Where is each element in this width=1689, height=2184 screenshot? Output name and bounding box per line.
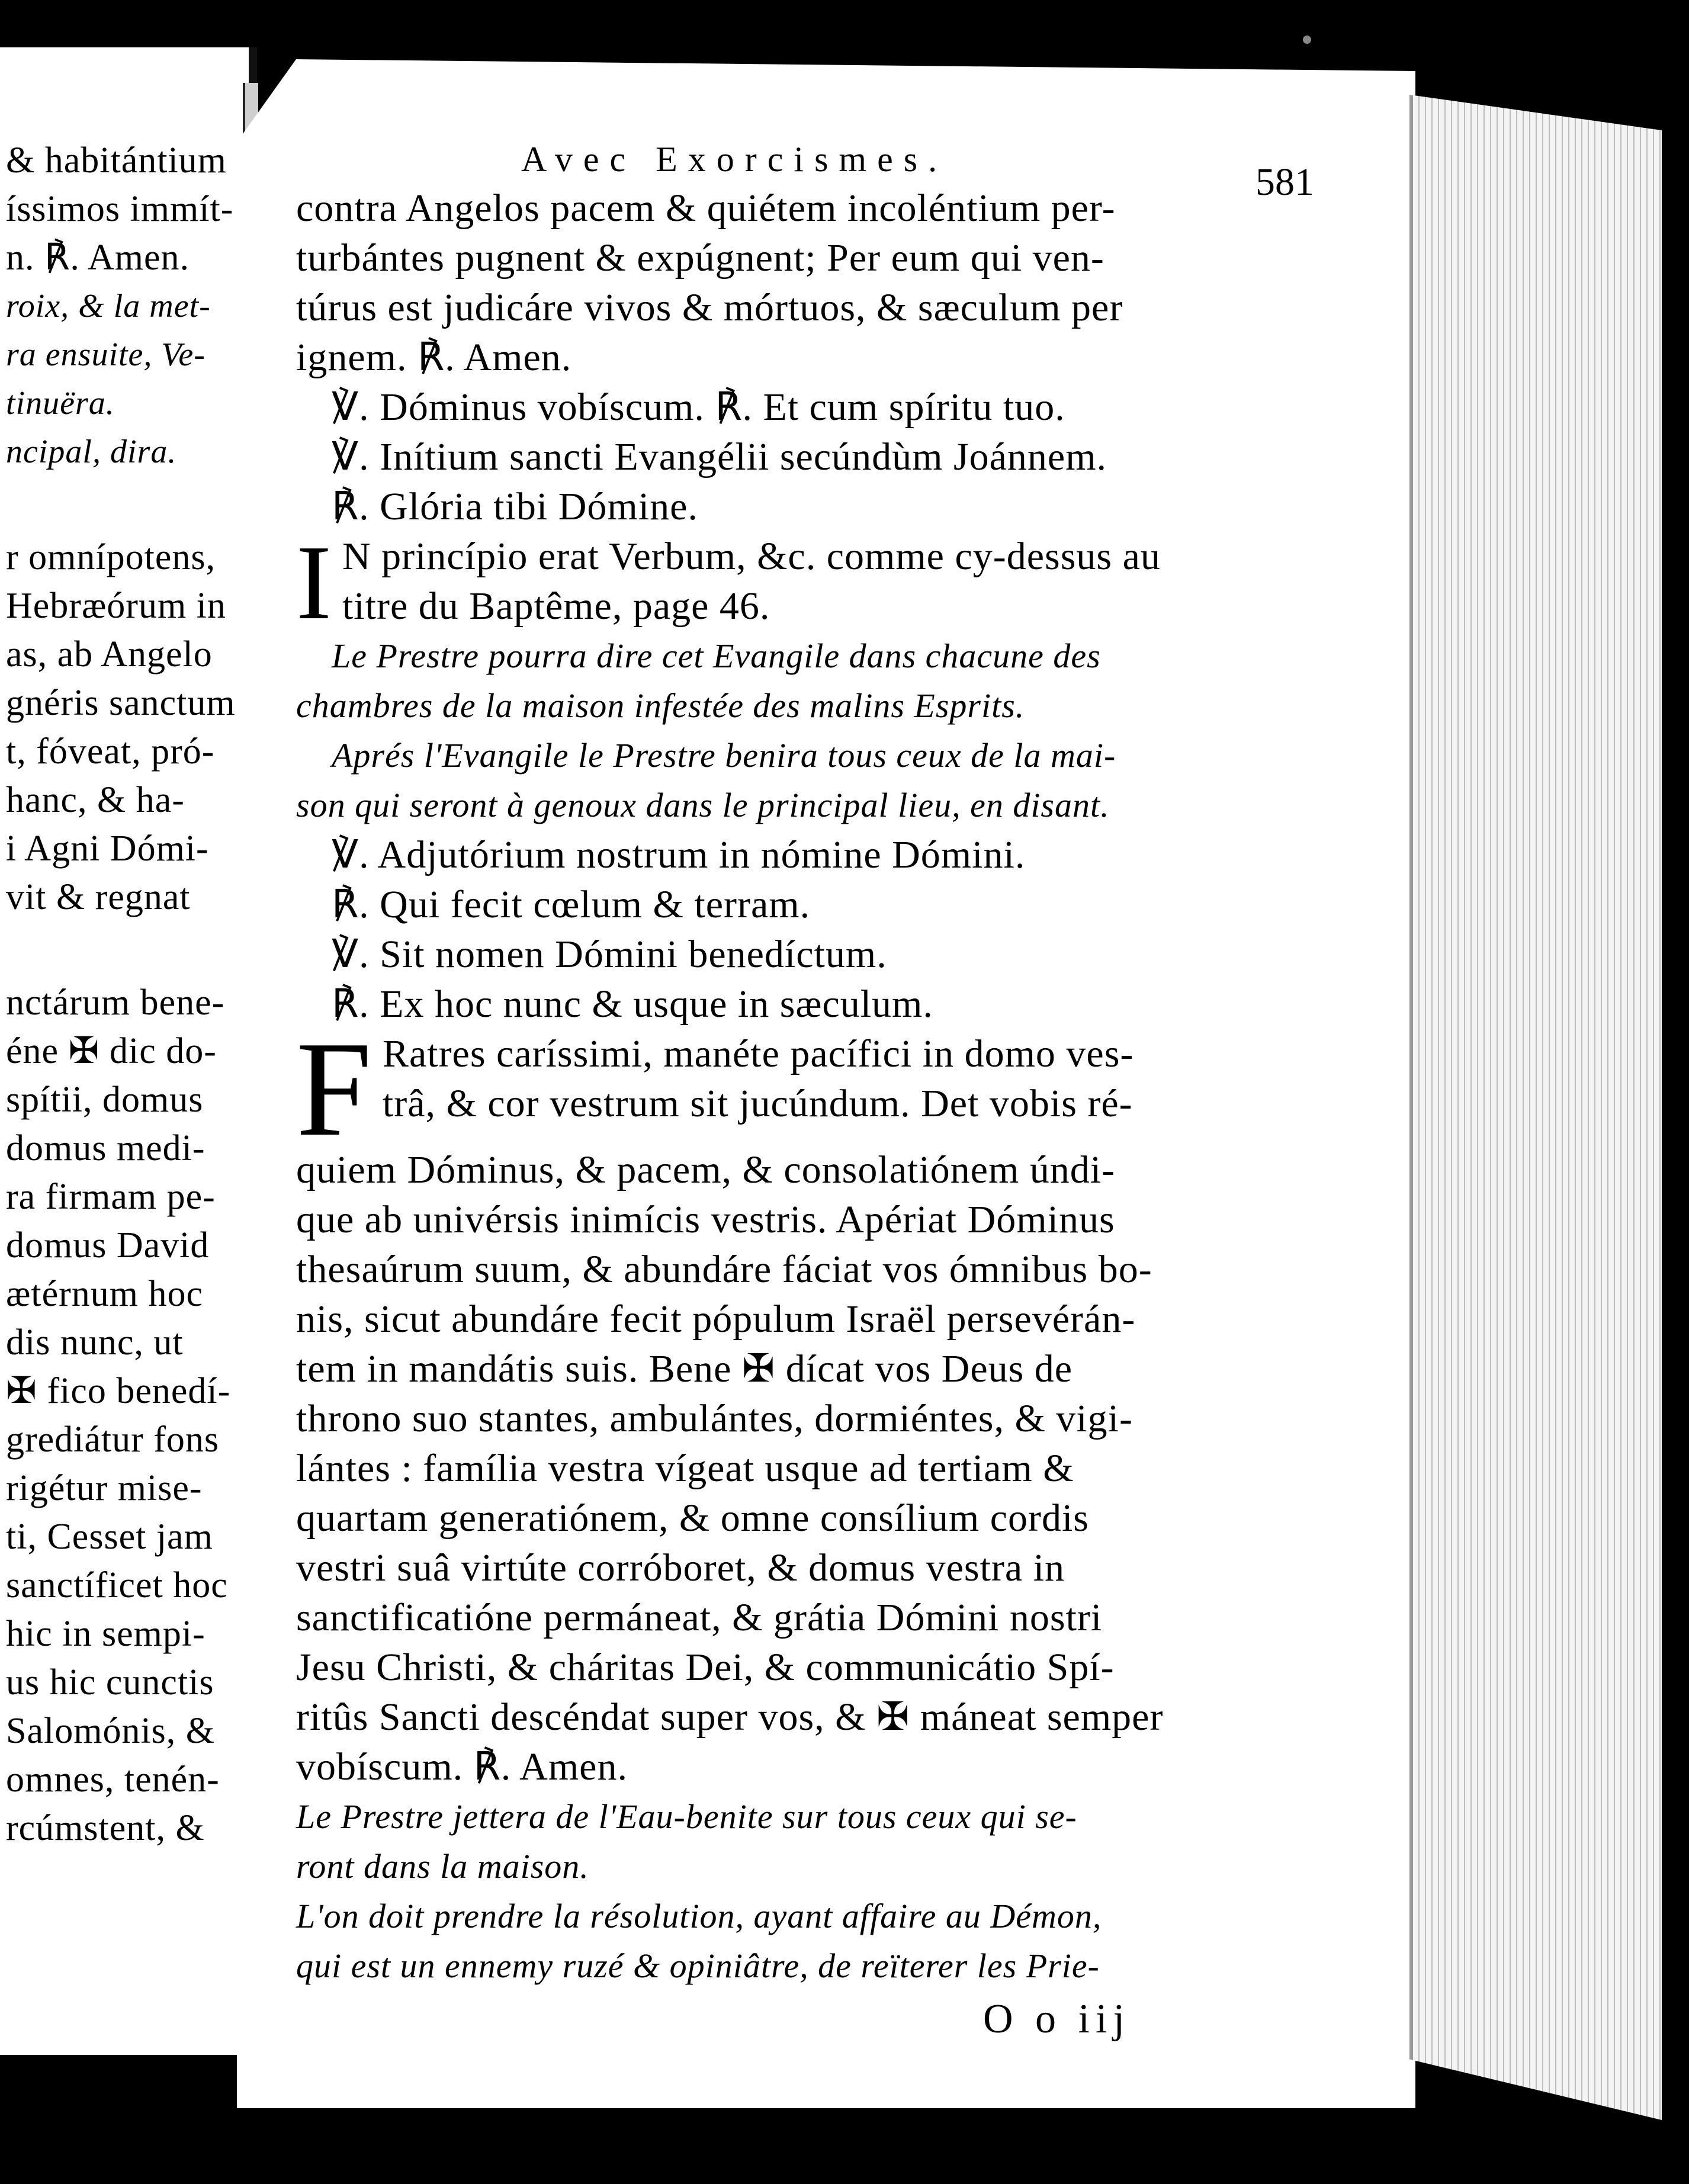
left-text-line: nctárum bene- <box>6 982 225 1023</box>
text-line: ℣. Adjutórium nostrum in nómine Dómini. <box>332 833 1026 876</box>
text-line: ℣. Dóminus vobíscum. ℟. Et cum spíritu tuo. <box>332 386 1065 429</box>
text-line: sanctificatióne permáneat, & grátia Dómini nostri <box>296 1596 1103 1639</box>
paragraph-fratres <box>296 1029 1279 1145</box>
left-text-line: & habitántium <box>6 140 227 181</box>
left-text-line: ra ensuite, Ve- <box>6 336 205 373</box>
left-text-line: as, ab Angelo <box>6 634 213 675</box>
left-text-line: hic in sempi- <box>6 1614 205 1654</box>
right-page-text <box>296 184 1279 1991</box>
left-text-line: hanc, & ha- <box>6 780 185 820</box>
left-text-line: grediátur fons <box>6 1419 220 1460</box>
text-line: ℟. Ex hoc nunc & usque in sæculum. <box>332 982 933 1026</box>
text-line: ℣. Inítium sancti Evangélii secúndùm Joánnem. <box>332 435 1107 478</box>
text-line: ritûs Sancti descéndat super vos, & ✠ máneat semper <box>296 1695 1164 1739</box>
text-line: ℟. Qui fecit cœlum & terram. <box>332 883 811 926</box>
left-text-line: us hic cunctis <box>6 1662 214 1703</box>
text-line: titre du Baptême, page 46. <box>342 584 770 628</box>
text-line: qui est un ennemy ruzé & opiniâtre, de reïterer les Prie- <box>296 1947 1100 1985</box>
left-text-line: gnéris sanctum <box>6 683 236 723</box>
page-number: 581 <box>1255 160 1314 204</box>
text-line: son qui seront à genoux dans le principal lieu, en disant. <box>296 786 1110 824</box>
left-text-line: vit & regnat <box>6 877 191 917</box>
text-line: ront dans la maison. <box>296 1847 589 1886</box>
left-text-line: ✠ fico benedí- <box>6 1371 231 1411</box>
text-line: Le Prestre jettera de l'Eau-benite sur tous ceux qui se- <box>296 1797 1077 1836</box>
left-text-line: omnes, tenén- <box>6 1759 220 1800</box>
left-text-line: rcúmstent, & <box>6 1808 205 1848</box>
text-line: ℟. Glória tibi Dómine. <box>332 485 698 528</box>
text-line: thesaúrum suum, & abundáre fáciat vos ómnibus bo- <box>296 1248 1152 1291</box>
text-line: Ratres caríssimi, manéte pacífici in domo ves- <box>382 1032 1134 1075</box>
text-line: lántes : família vestra vígeat usque ad tertiam & <box>296 1447 1074 1490</box>
running-head: Avec Exorcismes. <box>521 140 948 179</box>
left-text-line: tinuëra. <box>6 385 115 422</box>
text-line: quartam generatiónem, & omne consílium cordis <box>296 1496 1089 1540</box>
text-line: ℣. Sit nomen Dómini benedíctum. <box>332 933 887 976</box>
left-page <box>0 47 257 2055</box>
left-text-line: r omnípotens, <box>6 537 216 577</box>
text-line: quiem Dóminus, & pacem, & consolatiónem úndi- <box>296 1148 1116 1191</box>
text-line: trâ, & cor vestrum sit jucúndum. Det vobis ré- <box>382 1082 1133 1125</box>
left-text-line: íssimos immít- <box>6 189 234 229</box>
left-text-line: ti, Cesset jam <box>6 1517 213 1557</box>
left-text-line: ra firmam pe- <box>6 1177 216 1217</box>
signature-mark: O o iij <box>983 1996 1131 2042</box>
text-line: turbántes pugnent & expúgnent; Per eum qui ven- <box>296 236 1104 280</box>
text-line: tem in mandátis suis. Bene ✠ dícat vos Deus de <box>296 1347 1073 1390</box>
text-line: Jesu Christi, & cháritas Dei, & communicátio Spí- <box>296 1646 1115 1689</box>
text-line: vestri suâ virtúte corróboret, & domus vestra in <box>296 1546 1065 1589</box>
left-text-line: rigétur mise- <box>6 1468 203 1508</box>
left-page-text <box>6 136 257 1852</box>
left-text-line: t, fóveat, pró- <box>6 731 215 772</box>
left-text-line: éne ✠ dic do- <box>6 1031 217 1071</box>
text-line: contra Angelos pacem & quiétem incoléntium per- <box>296 187 1116 230</box>
text-line: que ab univérsis inimícis vestris. Apériat Dóminus <box>296 1198 1115 1241</box>
left-text-line: ncipal, dira. <box>6 433 177 470</box>
text-line: ignem. ℟. Amen. <box>296 336 572 379</box>
paragraph-in-principio <box>296 532 1279 631</box>
text-line: nis, sicut abundáre fecit pópulum Israël persevérán- <box>296 1297 1136 1341</box>
page-fore-edge <box>1409 95 1662 2120</box>
dust-speck <box>1303 36 1311 44</box>
left-text-line: dis nunc, ut <box>6 1322 184 1363</box>
left-text-line: ætérnum hoc <box>6 1274 203 1314</box>
drop-cap-f: F <box>296 1029 372 1145</box>
drop-cap-i: I <box>296 532 332 631</box>
text-line: throno suo stantes, ambulántes, dormiéntes, & vigi- <box>296 1397 1133 1440</box>
text-line: N princípio erat Verbum, &c. comme cy-dessus au <box>342 535 1161 578</box>
text-line: chambres de la maison infestée des malins Esprits. <box>296 686 1025 725</box>
left-text-line: roix, & la met- <box>6 288 211 325</box>
left-text-line: spítii, domus <box>6 1080 204 1120</box>
text-line: Aprés l'Evangile le Prestre benira tous ceux de la mai- <box>332 736 1116 775</box>
text-line: túrus est judicáre vivos & mórtuos, & sæculum per <box>296 286 1123 329</box>
left-text-line: n. ℟. Amen. <box>6 237 190 278</box>
left-text-line: Hebræórum in <box>6 586 226 626</box>
left-text-line: sanctíficet hoc <box>6 1565 228 1605</box>
left-text-line: domus medi- <box>6 1128 205 1168</box>
left-text-line: Salomónis, & <box>6 1711 216 1751</box>
left-text-line: i Agni Dómi- <box>6 828 209 869</box>
text-line: Le Prestre pourra dire cet Evangile dans chacune des <box>332 637 1101 675</box>
text-line: vobíscum. ℟. Amen. <box>296 1745 628 1788</box>
left-text-line: domus David <box>6 1225 210 1266</box>
text-line: L'on doit prendre la résolution, ayant affaire au Démon, <box>296 1897 1102 1935</box>
